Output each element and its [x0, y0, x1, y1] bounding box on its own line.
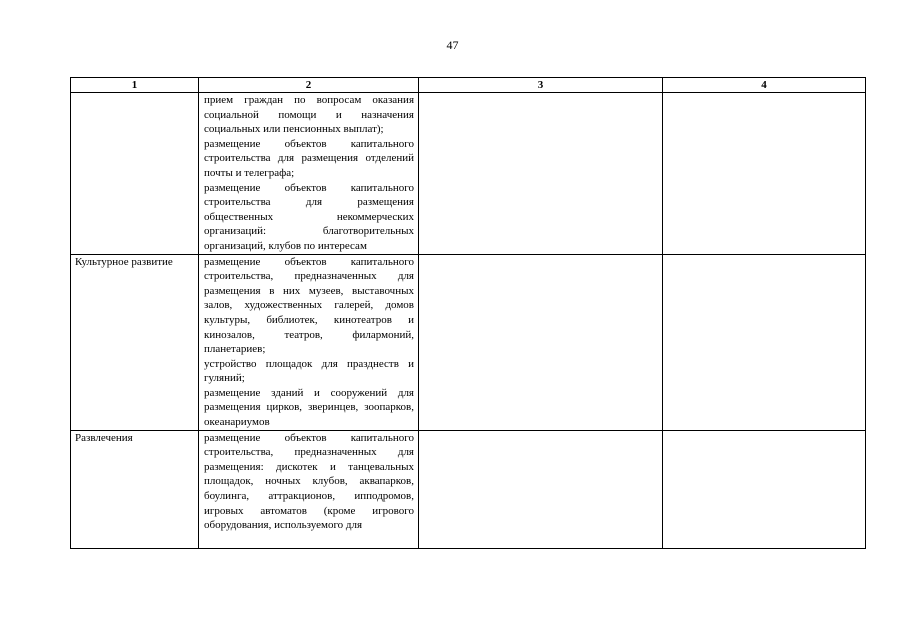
row-col3-cell — [419, 254, 663, 430]
row-description-cell: прием граждан по вопросам оказания социальной помощи и назначения социальных или пенсионных выплат); размещение объектов капитального строительства для размещения отделений почты и телеграфа; размещение объектов капитального строительства для размещения общественных некоммерческих организаций: благотворительных организаций, клубов по интересам — [199, 93, 419, 255]
land-use-table — [70, 77, 866, 549]
column-header-4: 4 — [663, 78, 866, 93]
page-number: 47 — [446, 38, 459, 52]
table-row — [71, 93, 866, 255]
row-col4-cell — [663, 254, 866, 430]
row-col4-cell — [663, 430, 866, 548]
row-col4-cell — [663, 93, 866, 255]
column-header-1: 1 — [71, 78, 199, 93]
row-description-cell: размещение объектов капитального строительства, предназначенных для размещения в них музеев, выставочных залов, художественных галерей, домов культуры, библиотек, кинотеатров и кинозалов, театров, филармоний, планетариев; устройство площадок для празднеств и гуляний; размещение зданий и сооружений для размещения цирков, зверинцев, зоопарков, океанариумов — [199, 254, 419, 430]
row-name-cell: Культурное развитие — [71, 254, 199, 430]
table-row — [71, 430, 866, 548]
table-row — [71, 254, 866, 430]
row-name-cell — [71, 93, 199, 255]
row-col3-cell — [419, 93, 663, 255]
row-description-cell: размещение объектов капитального строительства, предназначенных для размещения: дискотек и танцевальных площадок, ночных клубов, аквапарков, боулинга, аттракционов, ипподромов, игровых автоматов (кроме игрового оборудования, используемого для — [199, 430, 419, 548]
row-col3-cell — [419, 430, 663, 548]
row-name-cell: Развлечения — [71, 430, 199, 548]
column-header-2: 2 — [199, 78, 419, 93]
table-header-row — [71, 78, 866, 93]
column-header-3: 3 — [419, 78, 663, 93]
